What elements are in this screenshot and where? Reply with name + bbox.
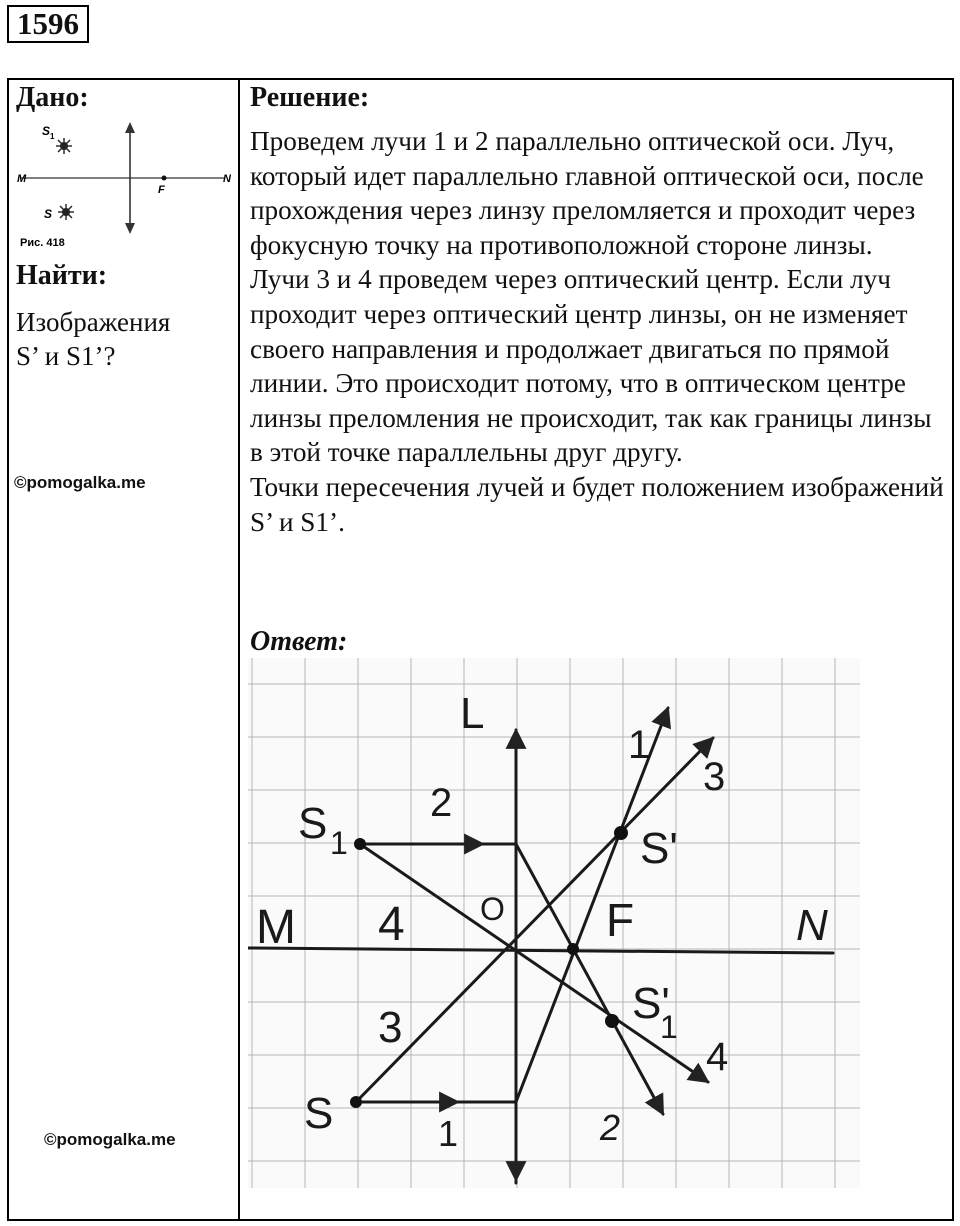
label-ray-2-bottom: 2 [600, 1107, 621, 1148]
source-s1-point [354, 838, 366, 850]
source-s-icon [58, 204, 74, 220]
find-text [16, 305, 231, 373]
label-ray-4-right: 4 [706, 1035, 729, 1079]
label-s1-image-sub: 1 [660, 1009, 678, 1045]
fig-label-f: F [158, 184, 165, 196]
fig-label-s: S [44, 207, 53, 221]
label-ray-1-top: 1 [628, 723, 651, 767]
lens-arrow-down-icon [125, 223, 135, 234]
label-s1-sub: 1 [330, 825, 348, 861]
column-divider [238, 78, 240, 1221]
label-ray-4-left: 4 [378, 898, 405, 951]
label-s-image: S' [640, 824, 678, 873]
answer-diagram [248, 658, 860, 1188]
answer-heading: Ответ: [250, 626, 348, 657]
solution-paragraph-3: Точки пересечения лучей и будет положением изображений S’ и S1’. [250, 471, 944, 537]
label-s: S [304, 1089, 334, 1138]
label-ray-1-bottom: 1 [438, 1113, 459, 1154]
fig-label-s1-sub: 1 [50, 132, 55, 141]
focus-point [162, 176, 167, 181]
label-ray-3-bottom: 3 [378, 1003, 403, 1052]
source-s1-icon [56, 138, 72, 154]
label-n: N [796, 901, 828, 950]
watermark-bottom: ©pomogalka.me [44, 1130, 176, 1149]
label-lens: L [460, 689, 485, 738]
focus-point-marker [567, 943, 579, 955]
lens-arrow-up-icon [125, 122, 135, 133]
image-s1-point [605, 1014, 619, 1028]
fig-label-n: N [223, 173, 231, 185]
solution-text [250, 124, 950, 539]
solution-paragraph-2: Лучи 3 и 4 проведем через оптический центр. Если луч проходит через оптический центр линзы, он не изменяет своего направления и продолжает двигаться по прямой линии. Это происходит потому, что в оптическом центре линзы преломления не происходит, так как границы линзы в этой точке параллельны друг другу. [250, 264, 932, 468]
fig-caption: Рис. 418 [20, 237, 65, 249]
label-s1-image: S' [632, 979, 670, 1028]
label-f: F [606, 894, 635, 946]
label-ray-2-top: 2 [430, 781, 453, 825]
image-s-point [614, 826, 628, 840]
given-figure [12, 118, 238, 252]
solution-heading: Решение: [250, 82, 370, 113]
find-text-line1: Изображения [16, 307, 171, 337]
problem-number: 1596 [7, 5, 89, 43]
fig-label-s1: S [42, 124, 51, 138]
source-s-point [350, 1096, 362, 1108]
solution-paragraph-1: Проведем лучи 1 и 2 параллельно оптической оси. Луч, который идет параллельно главной оптической оси, после прохождения через линзу преломляется и проходит через фокусную точку на противоположной стороне линзы. [250, 126, 924, 260]
given-heading: Дано: [16, 82, 89, 113]
label-ray-3-top: 3 [703, 755, 726, 799]
label-m: M [256, 901, 296, 954]
label-s1: S [298, 799, 328, 848]
find-text-line2: S’ и S1’? [16, 341, 116, 371]
find-heading: Найти: [16, 260, 108, 291]
watermark-top: ©pomogalka.me [14, 473, 146, 492]
fig-label-m: M [17, 173, 27, 185]
label-o: O [480, 891, 505, 927]
